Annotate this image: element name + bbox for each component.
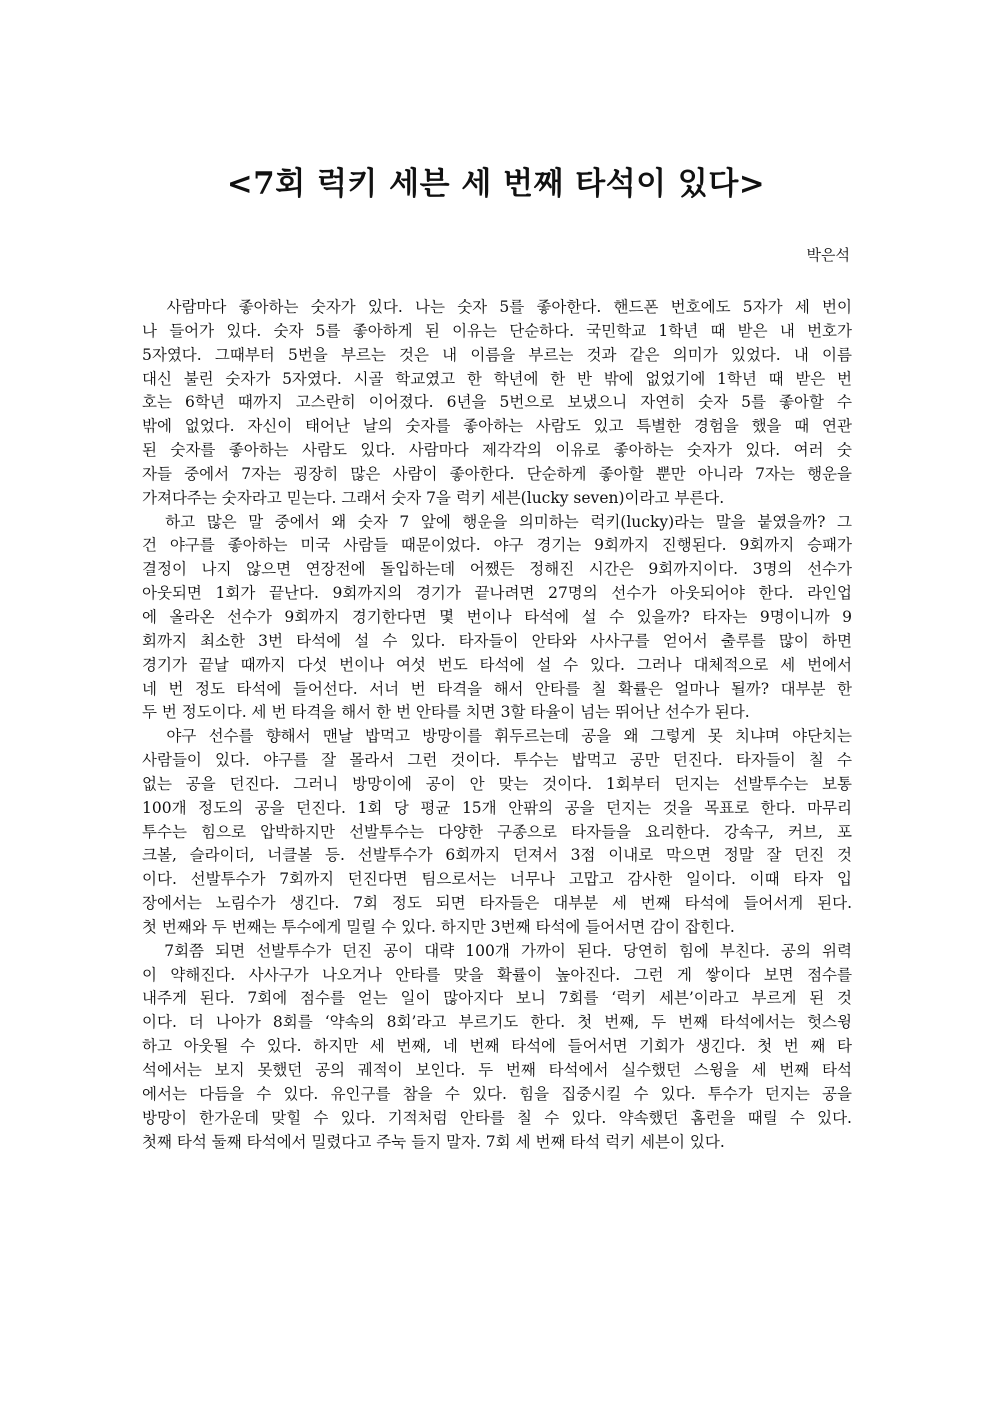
text-line: 된 숫자를 좋아하는 사람도 있다. 사람마다 제각각의 이유로 좋아하는 숫자가 있다. 여러 숫 [142,441,852,460]
text-line: 방망이 한가운데 맞힐 수 있다. 기적처럼 안타를 칠 수 있다. 약속했던 홈런을 때릴 수 있다. [142,1108,852,1127]
text-line: 대신 불린 숫자가 5자였다. 시골 학교였고 한 학년에 한 반 밖에 없었기에 1학년 때 받은 번 [142,369,852,388]
text-line: 석에서는 보지 못했던 공의 궤적이 보인다. 두 번째 타석에서 실수했던 스윙을 세 번째 타석 [142,1061,852,1079]
text-line: 7회쯤 되면 선발투수가 던진 공이 대략 100개 가까이 된다. 당연히 힘에 부친다. 공의 위력 [142,941,852,960]
text-line: 없는 공을 던진다. 그러니 방망이에 공이 안 맞는 것이다. 1회부터 던지는 선발투수는 보통 [142,774,852,793]
text-line: 첫째 타석 둘째 타석에서 밀렸다고 주눅 들지 말자. 7회 세 번째 타석 럭키 세븐이 있다. [142,1132,725,1151]
text-line: 하고 아웃될 수 있다. 하지만 세 번째, 네 번째 타석에 들어서면 기회가 생긴다. 첫 번 째 타 [142,1037,852,1056]
paragraph [142,296,852,511]
text-line: 건 야구를 좋아하는 미국 사람들 때문이었다. 야구 경기는 9회까지 진행된다. 9회까지 승패가 [142,536,852,555]
text-line: 하고 많은 말 중에서 왜 숫자 7 앞에 행운을 의미하는 럭키(lucky)라는 말을 붙였을까? 그 [142,512,852,531]
text-line: 밖에 없었다. 자신이 태어난 날의 숫자를 좋아하는 사람도 있고 특별한 경험을 했을 때 연관 [142,417,852,436]
text-line: 경기가 끝날 때까지 다섯 번이나 여섯 번도 타석에 설 수 있다. 그러나 대체적으로 세 번에서 [142,655,852,674]
text-line: 사람들이 있다. 야구를 잘 몰라서 그런 것이다. 투수는 밥먹고 공만 던진다. 타자들이 칠 수 [142,751,852,770]
text-line: 호는 6학년 때까지 고스란히 이어졌다. 6년을 5번으로 보냈으니 자연히 숫자 5를 좋아할 수 [142,393,852,412]
text-line: 5자였다. 그때부터 5번을 부르는 것은 내 이름을 부르는 것과 같은 의미가 있었다. 내 이름 [142,345,852,364]
text-line: 이 약해진다. 사사구가 나오거나 안타를 맞을 확률이 높아진다. 그런 게 쌓이다 보면 점수를 [142,965,852,984]
text-line: 나 들어가 있다. 숫자 5를 좋아하게 된 이유는 단순하다. 국민학교 1학년 때 받은 내 번호가 [142,321,852,340]
text-line: 자들 중에서 7자는 굉장히 많은 사람이 좋아한다. 단순하게 좋아할 뿐만 아니라 7자는 행운을 [142,464,852,483]
text-line: 이다. 더 나아가 8회를 ‘약속의 8회’라고 부르기도 한다. 첫 번째, 두 번째 타석에서는 헛스윙 [142,1013,852,1032]
document-body [142,296,852,1154]
text-line: 에서는 다듬을 수 있다. 유인구를 참을 수 있다. 힘을 집중시킬 수 있다. 투수가 던지는 공을 [142,1084,852,1103]
text-line: 두 번 정도이다. 세 번 타격을 해서 한 번 안타를 치면 3할 타율이 넘는 뛰어난 선수가 된다. [142,703,750,722]
text-line: 내주게 된다. 7회에 점수를 얻는 일이 많아지다 보니 7회를 ‘럭키 세븐’이라고 부르게 된 것 [142,989,852,1008]
text-line: 장에서는 노림수가 생긴다. 7회 정도 되면 타자들은 대부분 세 번째 타석에 들어서게 된다. [142,894,852,913]
text-line: 회까지 최소한 3번 타석에 설 수 있다. 타자들이 안타와 사사구를 얻어서 출루를 많이 하면 [142,631,852,650]
paragraph [142,940,852,1155]
text-line: 가져다주는 숫자라고 믿는다. 그래서 숫자 7을 럭키 세븐(lucky seven)이라고 부른다. [142,488,725,507]
text-line: 이다. 선발투수가 7회까지 던진다면 팀으로서는 너무나 고맙고 감사한 일이다. 이때 타자 입 [142,870,852,889]
text-line: 에 올라온 선수가 9회까지 경기한다면 몇 번이나 타석에 설 수 있을까? 타자는 9명이니까 9 [142,607,852,626]
text-line: 결정이 나지 않으면 연장전에 돌입하는데 어쨌든 정해진 시간은 9회까지이다. 3명의 선수가 [142,560,852,579]
text-line: 사람마다 좋아하는 숫자가 있다. 나는 숫자 5를 좋아한다. 핸드폰 번호에도 5자가 세 번이 [142,298,852,316]
document-title: <7회 럭키 세븐 세 번째 타석이 있다> [226,166,766,202]
paragraph [142,725,852,940]
text-line: 네 번 정도 타석에 들어선다. 서너 번 타격을 해서 안타를 칠 확률은 얼마나 될까? 대부분 한 [142,679,852,698]
text-line: 투수는 힘으로 압박하지만 선발투수는 다양한 구종으로 타자들을 요리한다. 강속구, 커브, 포 [142,822,852,841]
text-line: 야구 선수를 향해서 맨날 밥먹고 방망이를 휘두르는데 공을 왜 그렇게 못 치냐며 야단치는 [142,727,852,746]
author-name: 박은석 [806,246,850,264]
paragraph [142,511,852,726]
text-line: 100개 정도의 공을 던진다. 1회 당 평균 15개 안팎의 공을 던지는 것을 목표로 한다. 마무리 [142,798,852,817]
text-line: 첫 번째와 두 번째는 투수에게 밀릴 수 있다. 하지만 3번째 타석에 들어서면 감이 잡힌다. [142,917,735,936]
text-line: 아웃되면 1회가 끝난다. 9회까지의 경기가 끝나려면 27명의 선수가 아웃되어야 한다. 라인업 [142,584,852,603]
text-line: 크볼, 슬라이더, 너클볼 등. 선발투수가 6회까지 던져서 3점 이내로 막으면 정말 잘 던진 것 [142,846,852,865]
